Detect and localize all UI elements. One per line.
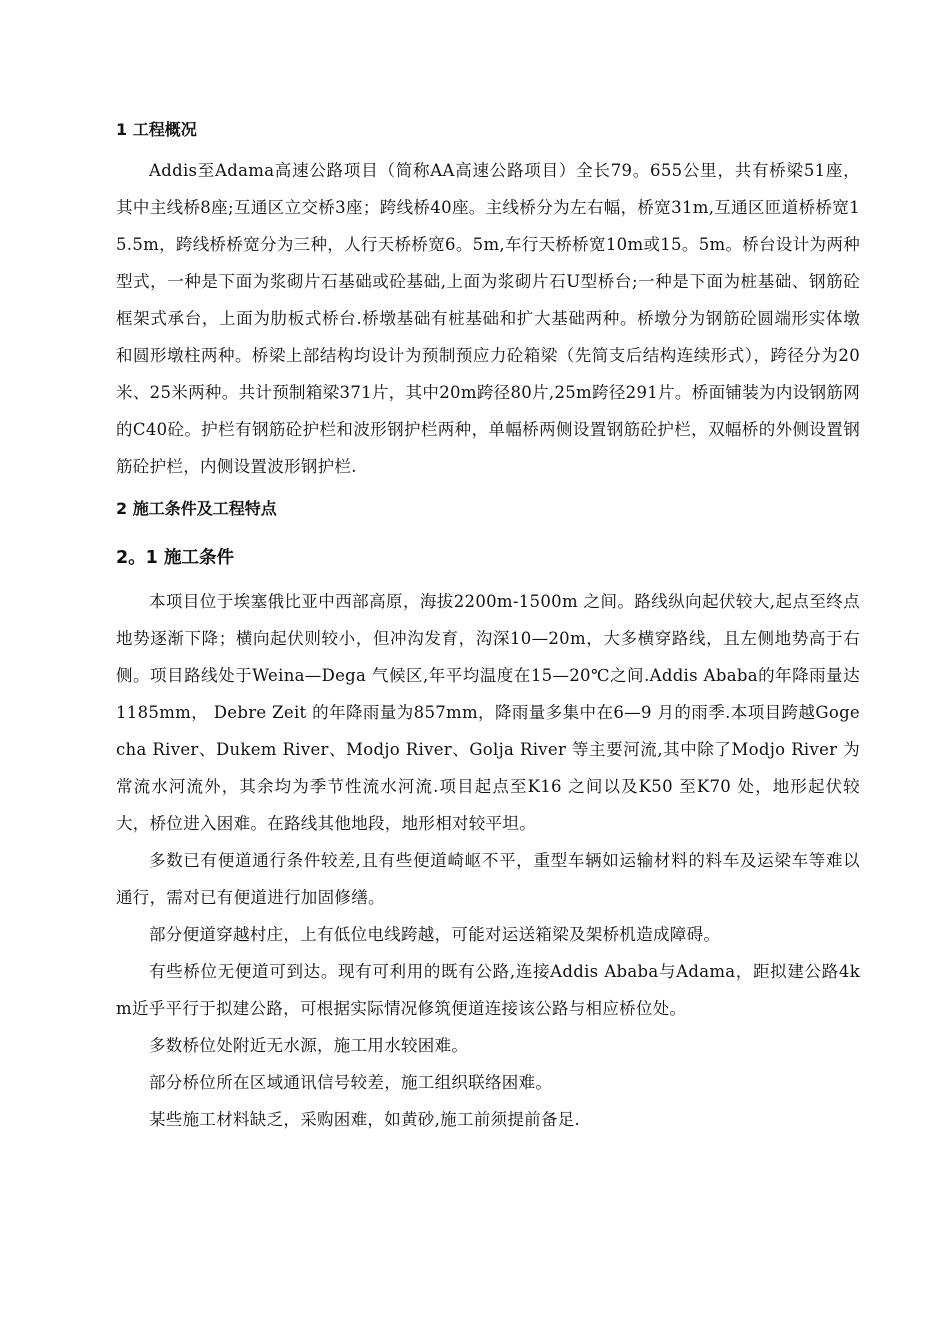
paragraph-water: 多数桥位处附近无水源，施工用水较困难。 [149, 1036, 469, 1055]
document-body [116, 112, 860, 1138]
paragraph-villages: 部分便道穿越村庄，上有低位电线跨越，可能对运送箱梁及架桥机造成障碍。 [149, 925, 721, 944]
section-1-heading: 1 工程概况 [116, 120, 197, 139]
section-2-heading: 2 施工条件及工程特点 [116, 499, 277, 518]
paragraph-conditions: 本项目位于埃塞俄比亚中西部高原，海拔2200m-1500m 之间。路线纵向起伏较大,起点至终点地势逐渐下降；横向起伏则较小，但冲沟发育，沟深10—20m，大多横穿路线，且左侧地势高于右侧。项目路线处于Weina—Dega 气候区,年平均温度在15—20℃之间.Addis Ababa的年降雨量达1185mm， Debre Zeit 的年降雨量为857mm，降雨量多集中在6—9 月的雨季.本项目跨越Gogecha River、Dukem River、Modjo River、Golja River 等主要河流,其中除了Modjo River 为常流水河流外，其余均为季节性流水河流.项目起点至K16 之间以及K50 至K70 处，地形起伏较大，桥位进入困难。在路线其他地段，地形相对较平坦。 [116, 592, 860, 833]
paragraph-roads: 多数已有便道通行条件较差,且有些便道崎岖不平，重型车辆如运输材料的料车及运梁车等难以通行，需对已有便道进行加固修缮。 [116, 851, 860, 907]
section-2-1-heading: 2。1 施工条件 [116, 548, 234, 568]
paragraph-signal: 部分桥位所在区域通讯信号较差，施工组织联络困难。 [149, 1073, 553, 1092]
paragraph-materials: 某些施工材料缺乏，采购困难，如黄砂,施工前须提前备足. [149, 1110, 581, 1129]
section-1-paragraph: Addis至Adama高速公路项目（简称AA高速公路项目）全长79。655公里，共有桥梁51座，其中主线桥8座;互通区立交桥3座；跨线桥40座。主线桥分为左右幅，桥宽31m,互通区匝道桥桥宽15.5m，跨线桥桥宽分为三种，人行天桥桥宽6。5m,车行天桥桥宽10m或15。5m。桥台设计为两种型式，一种是下面为浆砌片石基础或砼基础,上面为浆砌片石U型桥台;一种是下面为桩基础、钢筋砼框架式承台，上面为肋板式桥台.桥墩基础有桩基础和扩大基础两种。桥墩分为钢筋砼圆端形实体墩和圆形墩柱两种。桥梁上部结构均设计为预制预应力砼箱梁（先简支后结构连续形式），跨径分为20米、25米两种。共计预制箱梁371片，其中20m跨径80片,25m跨径291片。桥面铺装为内设钢筋网的C40砼。护栏有钢筋砼护栏和波形钢护栏两种，单幅桥两侧设置钢筋砼护栏，双幅桥的外侧设置钢筋砼护栏，内侧设置波形钢护栏. [116, 161, 860, 476]
paragraph-access: 有些桥位无便道可到达。现有可利用的既有公路,连接Addis Ababa与Adama，距拟建公路4km近乎平行于拟建公路，可根据实际情况修筑便道连接该公路与相应桥位处。 [116, 962, 860, 1018]
